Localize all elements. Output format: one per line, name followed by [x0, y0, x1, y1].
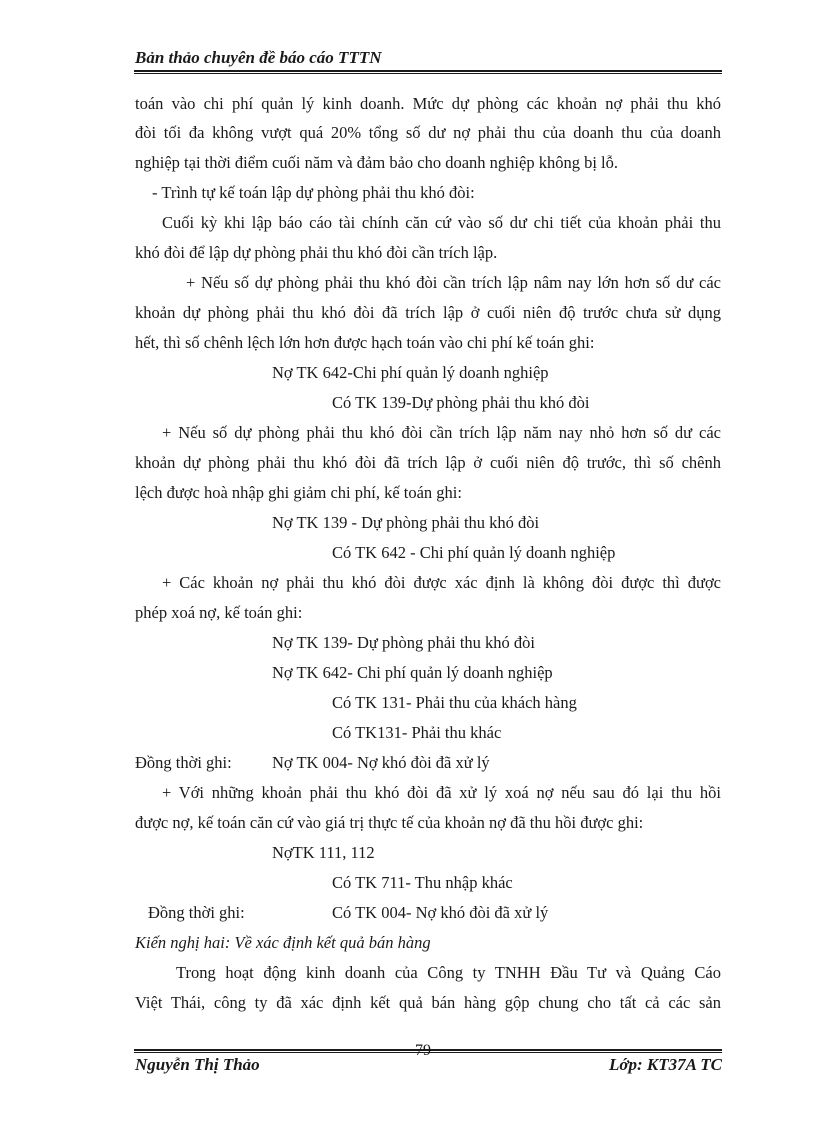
body-line: toán vào chi phí quản lý kinh doanh. Mức dự phòng các khoản nợ phải thu khó [135, 94, 721, 113]
header-title: Bản thảo chuyên đề báo cáo TTTN [135, 48, 382, 67]
journal-entry: Nợ TK 642-Chi phí quản lý doanh nghiệp [272, 363, 549, 382]
journal-entry: NợTK 111, 112 [272, 843, 375, 862]
journal-entry: Có TK131- Phải thu khác [332, 723, 502, 742]
body-line: khoản dự phòng phải thu khó đòi đã trích lập ở cuối niên độ trước, thì số chênh [135, 453, 721, 472]
body-line: phép xoá nợ, kế toán ghi: [135, 603, 303, 622]
journal-entry: Nợ TK 139 - Dự phòng phải thu khó đòi [272, 513, 540, 532]
footer-divider [134, 1049, 722, 1051]
body-line: khoản dự phòng phải thu khó đòi đã trích lập ở cuối niên độ trước chưa sử dụng [135, 303, 721, 322]
page-number [415, 1042, 431, 1060]
body-line: + Với những khoản phải thu khó đòi đã xử lý xoá nợ nếu sau đó lại thu hồi [162, 783, 721, 802]
body-line: Đồng thời ghi: [135, 753, 232, 772]
journal-entry: Có TK 004- Nợ khó đòi đã xử lý [332, 903, 549, 922]
body-line: + Nếu số dự phòng phải thu khó đòi cần trích lập nâm nay lớn hơn số dư các [186, 273, 721, 292]
journal-entry: Nợ TK 642- Chi phí quản lý doanh nghiệp [272, 663, 553, 682]
body-line: nghiệp tại thời điểm cuối năm và đảm bảo cho doanh nghiệp không bị lỗ. [135, 153, 619, 172]
body-line: khó đòi để lập dự phòng phải thu khó đòi cần trích lập. [135, 243, 498, 262]
section-heading: Kiến nghị hai: Về xác định kết quả bán hàng [135, 933, 431, 952]
body-line: hết, thì số chênh lệch lớn hơn được hạch toán vào chi phí kế toán ghi: [135, 333, 595, 352]
journal-entry: Có TK 711- Thu nhập khác [332, 873, 513, 892]
journal-entry: Có TK 139-Dự phòng phải thu khó đòi [332, 393, 590, 412]
body-line: đòi tối đa không vượt quá 20% tổng số dư nợ phải thu của doanh thu của doanh [135, 123, 721, 142]
header-divider-thin [134, 73, 722, 74]
body-line: + Nếu số dự phòng phải thu khó đòi cần trích lập năm nay nhỏ hơn số dư các [162, 423, 721, 442]
journal-entry: Nợ TK 004- Nợ khó đòi đã xử lý [272, 753, 490, 772]
footer-divider-thin [134, 1052, 722, 1053]
body-line: + Các khoản nợ phải thu khó đòi được xác định là không đòi được thì được [162, 573, 721, 592]
body-line: Trong hoạt động kinh doanh của Công ty TNHH Đầu Tư và Quảng Cáo [176, 963, 721, 982]
journal-entry: Nợ TK 139- Dự phòng phải thu khó đòi [272, 633, 536, 652]
body-line: - Trình tự kế toán lập dự phòng phải thu khó đòi: [152, 183, 475, 202]
body-line: Đồng thời ghi: [148, 903, 245, 922]
footer-author: Nguyễn Thị Thảo [135, 1055, 260, 1074]
header-divider [134, 70, 722, 72]
journal-entry: Có TK 642 - Chi phí quản lý doanh nghiệp [332, 543, 616, 562]
body-line: được nợ, kế toán căn cứ vào giá trị thực tế của khoản nợ đã thu hồi được ghi: [135, 813, 644, 832]
body-line: Việt Thái, công ty đã xác định kết quả bán hàng gộp chung cho tất cả các sản [135, 993, 721, 1012]
footer-class: Lớp: KT37A TC [608, 1055, 722, 1074]
journal-entry: Có TK 131- Phải thu của khách hàng [332, 693, 577, 712]
body-line: lệch được hoà nhập ghi giảm chi phí, kế toán ghi: [135, 483, 462, 502]
body-line: Cuối kỳ khi lập báo cáo tài chính căn cứ vào số dư chi tiết của khoản phải thu [162, 213, 721, 232]
